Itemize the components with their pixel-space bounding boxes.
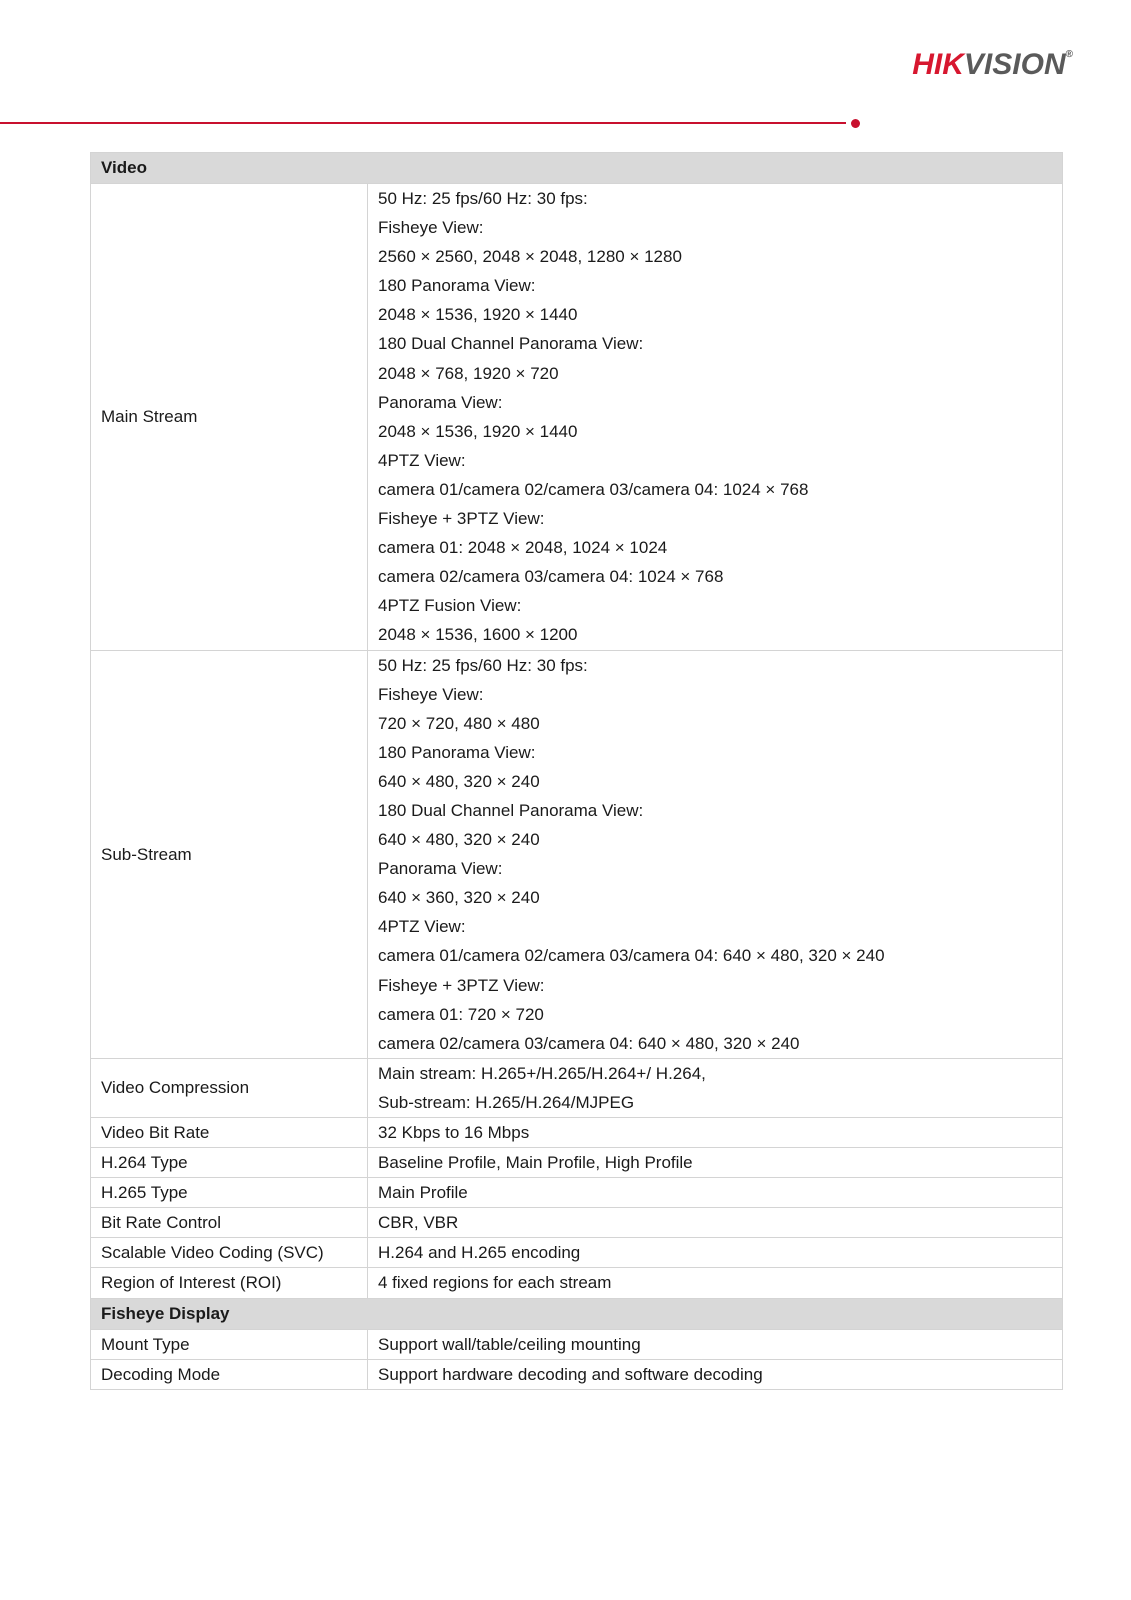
- spec-value-line: 32 Kbps to 16 Mbps: [378, 1123, 530, 1142]
- spec-row: [91, 1178, 1063, 1208]
- spec-value-line: camera 02/camera 03/camera 04: 1024 × 768: [378, 567, 724, 587]
- spec-row: [91, 1208, 1063, 1238]
- spec-value-line: camera 01: 2048 × 2048, 1024 × 1024: [378, 538, 668, 558]
- spec-label: Decoding Mode: [91, 1359, 368, 1389]
- spec-value-line: 2048 × 1536, 1920 × 1440: [378, 305, 578, 325]
- spec-value-line: 50 Hz: 25 fps/60 Hz: 30 fps:: [378, 189, 588, 208]
- spec-label: Main Stream: [91, 184, 368, 651]
- spec-label: Bit Rate Control: [91, 1208, 368, 1238]
- spec-value: [368, 1208, 1063, 1238]
- spec-label: Region of Interest (ROI): [91, 1268, 368, 1298]
- spec-label: Mount Type: [91, 1329, 368, 1359]
- spec-value-line: 4PTZ Fusion View:: [378, 596, 522, 616]
- spec-value: [368, 1148, 1063, 1178]
- spec-table-body: [91, 153, 1063, 1390]
- section-header-row: [91, 1298, 1063, 1329]
- spec-value-line: 180 Panorama View:: [378, 276, 536, 296]
- spec-value-line: 4PTZ View:: [378, 450, 466, 470]
- spec-value-line: 640 × 360, 320 × 240: [378, 888, 540, 908]
- spec-row: [91, 1329, 1063, 1359]
- spec-value-line: Fisheye View:: [378, 684, 484, 704]
- logo-vision: VISION: [963, 48, 1066, 81]
- spec-value-line: camera 02/camera 03/camera 04: 640 × 480, 320 × 240: [378, 1033, 800, 1053]
- spec-label: Sub-Stream: [91, 650, 368, 1058]
- spec-value-line: 50 Hz: 25 fps/60 Hz: 30 fps:: [378, 655, 588, 675]
- spec-row: [91, 1238, 1063, 1268]
- spec-value-line: 2048 × 768, 1920 × 720: [378, 363, 559, 383]
- spec-row: [91, 1268, 1063, 1298]
- spec-value: [368, 1329, 1063, 1359]
- spec-value-line: Fisheye + 3PTZ View:: [378, 509, 545, 529]
- spec-value-line: 180 Dual Channel Panorama View:: [378, 800, 644, 820]
- spec-value-line: CBR, VBR: [378, 1213, 459, 1233]
- spec-value: [368, 1359, 1063, 1389]
- spec-value: [368, 1238, 1063, 1268]
- spec-value-line: Support hardware decoding and software decoding: [378, 1364, 763, 1384]
- spec-value-line: Support wall/table/ceiling mounting: [378, 1334, 641, 1354]
- spec-value-line: 180 Dual Channel Panorama View:: [378, 334, 644, 354]
- spec-value-line: camera 01: 720 × 720: [378, 1004, 544, 1024]
- spec-value: [368, 1118, 1063, 1148]
- spec-value-line: 4 fixed regions for each stream: [378, 1273, 612, 1293]
- logo-hik: HIK: [912, 48, 964, 81]
- spec-value: [368, 1268, 1063, 1298]
- spec-value-line: Main stream: H.265+/H.265/H.264+/ H.264,: [378, 1063, 706, 1083]
- spec-label: H.264 Type: [91, 1148, 368, 1178]
- spec-row: [91, 1148, 1063, 1178]
- header-divider-dot: [851, 119, 860, 128]
- spec-value: [368, 1058, 1063, 1117]
- spec-label: Video Bit Rate: [91, 1118, 368, 1148]
- spec-value-line: 4PTZ View:: [378, 917, 466, 937]
- spec-value-line: Panorama View:: [378, 392, 503, 412]
- spec-value-line: Main Profile: [378, 1183, 468, 1203]
- spec-value-line: Baseline Profile, Main Profile, High Profile: [378, 1153, 693, 1173]
- section-title: Video: [91, 153, 1063, 184]
- spec-value-line: H.264 and H.265 encoding: [378, 1243, 581, 1263]
- spec-table: [90, 152, 1063, 1390]
- spec-value: [368, 1178, 1063, 1208]
- hikvision-logo: [912, 50, 1073, 80]
- spec-row: [91, 1359, 1063, 1389]
- section-header-row: [91, 153, 1063, 184]
- spec-value-line: 720 × 720, 480 × 480: [378, 713, 540, 733]
- header-divider: [0, 122, 846, 124]
- spec-value-line: Panorama View:: [378, 859, 503, 879]
- logo-registered-mark: ®: [1065, 49, 1073, 60]
- spec-value-line: Fisheye View:: [378, 218, 484, 238]
- spec-value-line: camera 01/camera 02/camera 03/camera 04: 640 × 480, 320 × 240: [378, 946, 885, 966]
- spec-row: [91, 1118, 1063, 1148]
- spec-row: [91, 650, 1063, 1058]
- spec-value-line: Fisheye + 3PTZ View:: [378, 975, 545, 995]
- spec-row: [91, 1058, 1063, 1117]
- spec-row: [91, 184, 1063, 651]
- spec-label: Video Compression: [91, 1058, 368, 1117]
- spec-value-line: Sub-stream: H.265/H.264/MJPEG: [378, 1092, 635, 1112]
- spec-value-line: 2560 × 2560, 2048 × 2048, 1280 × 1280: [378, 247, 682, 267]
- section-title: Fisheye Display: [91, 1298, 1063, 1329]
- spec-value-line: 2048 × 1536, 1920 × 1440: [378, 421, 578, 441]
- spec-label: Scalable Video Coding (SVC): [91, 1238, 368, 1268]
- spec-value-line: 640 × 480, 320 × 240: [378, 771, 540, 791]
- spec-value: [368, 650, 1063, 1058]
- spec-value-line: camera 01/camera 02/camera 03/camera 04: 1024 × 768: [378, 479, 809, 499]
- spec-value: [368, 184, 1063, 651]
- spec-value-line: 640 × 480, 320 × 240: [378, 830, 540, 850]
- spec-value-line: 180 Panorama View:: [378, 742, 536, 762]
- spec-label: H.265 Type: [91, 1178, 368, 1208]
- spec-value-line: 2048 × 1536, 1600 × 1200: [378, 625, 578, 645]
